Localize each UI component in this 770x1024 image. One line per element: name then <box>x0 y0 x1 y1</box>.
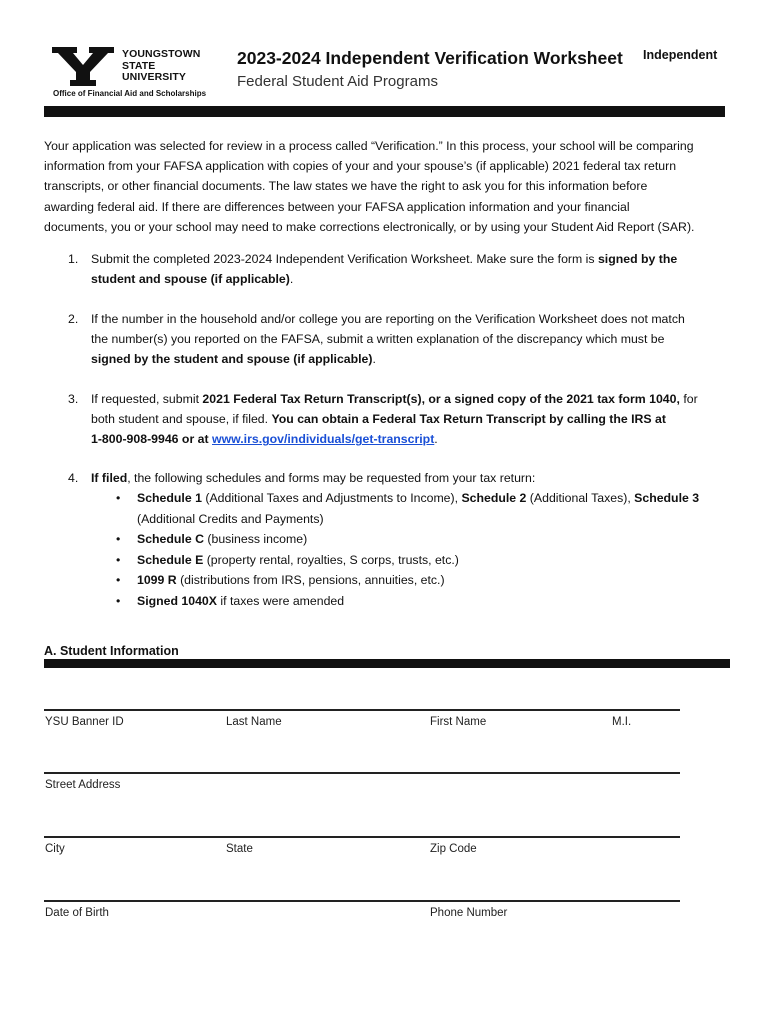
ysu-banner-id-label: YSU Banner ID <box>45 716 124 728</box>
item-text-bold: signed by the <box>597 252 678 266</box>
item-number: 3. <box>68 392 79 406</box>
item-text: Submit the completed 2023-2024 Independent Verification Worksheet. Make sure the form is <box>91 252 598 266</box>
item-text: the number(s) you reported on the FAFSA, submit a written explanation of the discrepancy which must be <box>91 332 665 347</box>
item-text: If requested, submit <box>91 392 203 406</box>
schedule-desc: if taxes were amended <box>216 593 345 608</box>
university-name-line: YOUNGSTOWN <box>122 48 201 60</box>
item-text-bold: If filed <box>91 471 128 485</box>
schedule-name: Signed 1040X <box>137 593 217 608</box>
university-name-line: UNIVERSITY <box>122 71 187 83</box>
item-text: both student and spouse, if filed. <box>91 412 272 427</box>
middle-initial-label: M.I. <box>612 716 632 728</box>
item-text: . <box>372 352 376 367</box>
irs-transcript-link[interactable]: www.irs.gov/individuals/get-transcript <box>212 432 435 447</box>
university-name-line: STATE <box>122 59 156 72</box>
schedule-list <box>112 488 699 612</box>
date-of-birth-label: Date of Birth <box>45 907 109 919</box>
schedule-name: Schedule 1 <box>137 491 202 505</box>
banner-name-field-line[interactable] <box>44 709 680 711</box>
section-a-title: A. Student Information <box>44 644 179 658</box>
item-text: . <box>289 272 294 287</box>
item-text: , the following schedules and forms may be requested from your tax return: <box>127 471 536 485</box>
bullet-icon: • <box>116 491 121 505</box>
city-state-zip-field-line[interactable] <box>44 836 680 838</box>
schedule-name: 1099 R <box>137 573 177 588</box>
state-label: State <box>226 843 253 855</box>
first-name-label: First Name <box>430 716 487 728</box>
section-a-divider <box>44 659 730 668</box>
item-text: If the number in the household and/or college you are reporting on the Verification Worksheet does not match <box>91 312 685 326</box>
bullet-icon: • <box>116 573 121 588</box>
schedule-name: Schedule C <box>137 532 204 547</box>
status-tag: Independent <box>643 48 718 62</box>
item-text: for <box>679 392 698 406</box>
university-name <box>122 49 200 84</box>
header-divider <box>44 106 725 117</box>
item-text-bold: signed by the student and spouse (if applicable) <box>91 352 373 367</box>
schedule-desc: (distributions from IRS, pensions, annuities, etc.) <box>176 573 445 588</box>
street-address-label: Street Address <box>45 779 121 791</box>
item-text: . <box>434 432 438 447</box>
bullet-icon: • <box>116 552 121 567</box>
office-name: Office of Financial Aid and Scholarships <box>53 89 207 98</box>
schedule-desc: (business income) <box>203 532 308 547</box>
schedule-list-item <box>112 570 699 591</box>
schedule-list-item <box>112 488 699 509</box>
item-text-bold: You can obtain a Federal Tax Return Transcript by calling the IRS at <box>271 412 666 427</box>
worksheet-subtitle: Federal Student Aid Programs <box>237 73 438 90</box>
item-number: 2. <box>68 312 79 326</box>
schedule-name: Schedule E <box>137 552 204 567</box>
street-address-field-line[interactable] <box>44 772 680 774</box>
bullet-icon: • <box>116 532 121 547</box>
zip-code-label: Zip Code <box>430 843 477 855</box>
item-text-bold: 2021 Federal Tax Return Transcript(s), or a signed copy of the 2021 tax form 1040, <box>202 392 680 406</box>
item-number: 4. <box>68 471 79 485</box>
bullet-icon: • <box>116 593 121 608</box>
intro-line: transcripts, or other financial documents. The law states we have the right to ask you for this information before <box>44 179 648 194</box>
schedule-list-item <box>112 550 699 571</box>
schedule-desc: (property rental, royalties, S corps, trusts, etc.) <box>203 552 459 567</box>
intro-line: awarding federal aid. If there are differences between your FAFSA application information and your financial <box>44 199 630 214</box>
last-name-label: Last Name <box>226 716 282 728</box>
intro-line: documents, you or your school may need to make corrections electronically, or by using your Student Aid Report (SAR). <box>44 219 695 234</box>
intro-line: Your application was selected for review in a process called “Verification.” In this process, your school will be comparing <box>44 139 694 153</box>
ysu-y-logo-icon <box>50 44 116 88</box>
intro-line: information from your FAFSA application with copies of your and your spouse’s (if applicable) 2021 federal tax return <box>44 159 677 174</box>
phone-number-label: Phone Number <box>430 907 508 919</box>
worksheet-title: 2023-2024 Independent Verification Worksheet <box>237 48 623 68</box>
schedule-list-item-continued <box>112 509 699 530</box>
intro-paragraph <box>44 136 729 237</box>
schedule-desc: (Additional Taxes and Adjustments to Income), <box>201 491 462 505</box>
ysu-logo <box>50 44 207 102</box>
item-number: 1. <box>68 252 79 266</box>
schedule-desc: (Additional Credits and Payments) <box>137 511 324 526</box>
city-label: City <box>45 843 65 855</box>
schedule-list-item <box>112 529 699 550</box>
item-text-bold: 1-800-908-9946 or at <box>91 432 212 447</box>
schedule-list-item <box>112 591 699 612</box>
schedule-name: Schedule 2 <box>461 491 527 505</box>
schedule-name: Schedule 3 <box>634 491 700 505</box>
schedule-desc: (Additional Taxes), <box>526 491 635 505</box>
item-text-bold: student and spouse (if applicable) <box>91 272 290 287</box>
dob-phone-field-line[interactable] <box>44 900 680 902</box>
